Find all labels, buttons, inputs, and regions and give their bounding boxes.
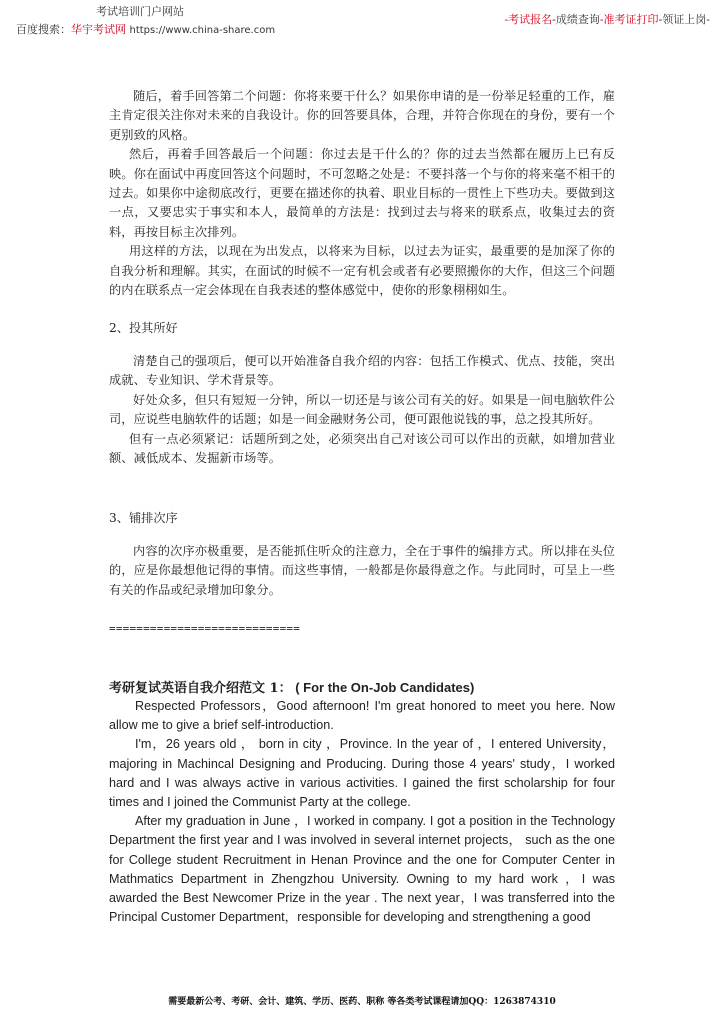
paragraph: 然后，再着手回答最后一个问题：你过去是干什么的？你的过去当然都在履历上已有反映。你在面试中再度回答这个问题时，不可忽略之处是：不要抖落一个与你的将来毫不相干的过去。如果你中途彻底改行，更要在描述你的执着、职业目标的一贯性上下些功夫。要做到这一点，又要忠实于事实和本人，最简单的方法是：找到过去与将来的联系点，收集过去的资料，再按目标主次排列。 <box>109 147 615 239</box>
site-url[interactable]: https://www.china-share.com <box>129 25 276 36</box>
paragraph: 好处众多，但只有短短一分钟，所以一切还是与该公司有关的好。如果是一间电脑软件公司，应说些电脑软件的话题；如是一间金融财务公司，便可跟他说钱的事，总之投其所好。 <box>109 392 615 427</box>
separator-block <box>109 622 615 635</box>
footer-text: 需要最新公考、考研、会计、建筑、学历、医药、职称 等各类考试课程请加QQ： <box>168 997 494 1007</box>
score-query-link[interactable]: -成绩查询 <box>552 13 600 26</box>
search-hint <box>16 21 275 37</box>
title-cn: 考研复试英语自我介绍范文 1： <box>109 681 292 696</box>
separator-line: ============================ <box>109 622 301 635</box>
title-en: ( For the On-Job Candidates) <box>295 680 475 695</box>
header-links <box>504 11 710 27</box>
paragraph: 但有一点必须紧记：话题所到之处，必须突出自己对该公司可以作出的贡献，如增加营业额、减低成本、发掘新市场等。 <box>109 431 615 466</box>
english-body <box>109 697 615 927</box>
search-label: 百度搜索： <box>16 23 71 36</box>
footer-qq: 1263874310 <box>493 997 556 1007</box>
paragraph: 用这样的方法，以现在为出发点，以将来为目标，以过去为证实，最重要的是加深了你的自我分析和理解。其实，在面试的时候不一定有机会或者有必要照搬你的大作，但这三个问题的内在联系点一定会体现在自我表述的整体感觉中，使你的形象栩栩如生。 <box>109 244 615 298</box>
section-heading: 3、铺排次序 <box>109 511 178 525</box>
certificate-link[interactable]: -领证上岗- <box>658 13 710 26</box>
paragraph: 随后，着手回答第二个问题：你将来要干什么？如果你申请的是一份举足轻重的工作，雇主肯定很关注你对未来的自我设计。你的回答要具体，合理，并符合你现在的身份，要有一个更别致的风格。 <box>109 89 615 142</box>
section-2-body <box>109 352 615 468</box>
paragraph: I'm，26 years old ， born in city ，Province. In the year of ，I entered University，majoring in Machincal Designing and Producing. During those 4 years' study，I worked hard and I was always active in various activities. I gained the first scholarship for four times and I joined the Communist Party at the college. <box>109 737 615 810</box>
paragraph: 清楚自己的强项后，便可以开始准备自我介绍的内容：包括工作模式、优点、技能，突出成就、专业知识、学术背景等。 <box>109 354 615 388</box>
paragraph: 内容的次序亦极重要，是否能抓住听众的注意力，全在于事件的编排方式。所以排在头位的，应是你最想他记得的事情。而这些事情，一般都是你最得意之作。与此同时，可呈上一些有关的作品或纪录增加印象分。 <box>109 544 615 597</box>
section-2-heading-block <box>109 319 615 336</box>
exam-registration-link[interactable]: -考试报名 <box>504 13 553 26</box>
english-sample-title <box>109 677 615 696</box>
paragraph: Respected Professors，Good afternoon! I'm great honored to meet you here. Now allow me to give a brief self-introduction. <box>109 699 615 733</box>
intro-paragraphs <box>109 87 615 300</box>
section-3-heading-block <box>109 509 615 526</box>
section-3-body <box>109 542 615 600</box>
english-title-block <box>109 677 615 696</box>
site-title: 考试培训门户网站 <box>96 5 184 18</box>
admission-ticket-link[interactable]: -准考证打印 <box>599 13 659 26</box>
search-keyword[interactable]: 华宇考试网 <box>71 23 126 36</box>
page-footer <box>0 994 724 1007</box>
paragraph: After my graduation in June ，I worked in company. I got a position in the Technology Department the first year and I was involved in several internet projects， such as the one for College student Recruitment in Henan Province and the one for Computer Center in Mathmatics Department in Zhengzhou University. Owning to my hard work ，I was awarded the Best Newcomer Prize in the year . The next year，I was transferred into the Principal Customer Department，responsible for developing and strengthening a good <box>109 814 615 925</box>
section-heading: 2、投其所好 <box>109 321 178 335</box>
